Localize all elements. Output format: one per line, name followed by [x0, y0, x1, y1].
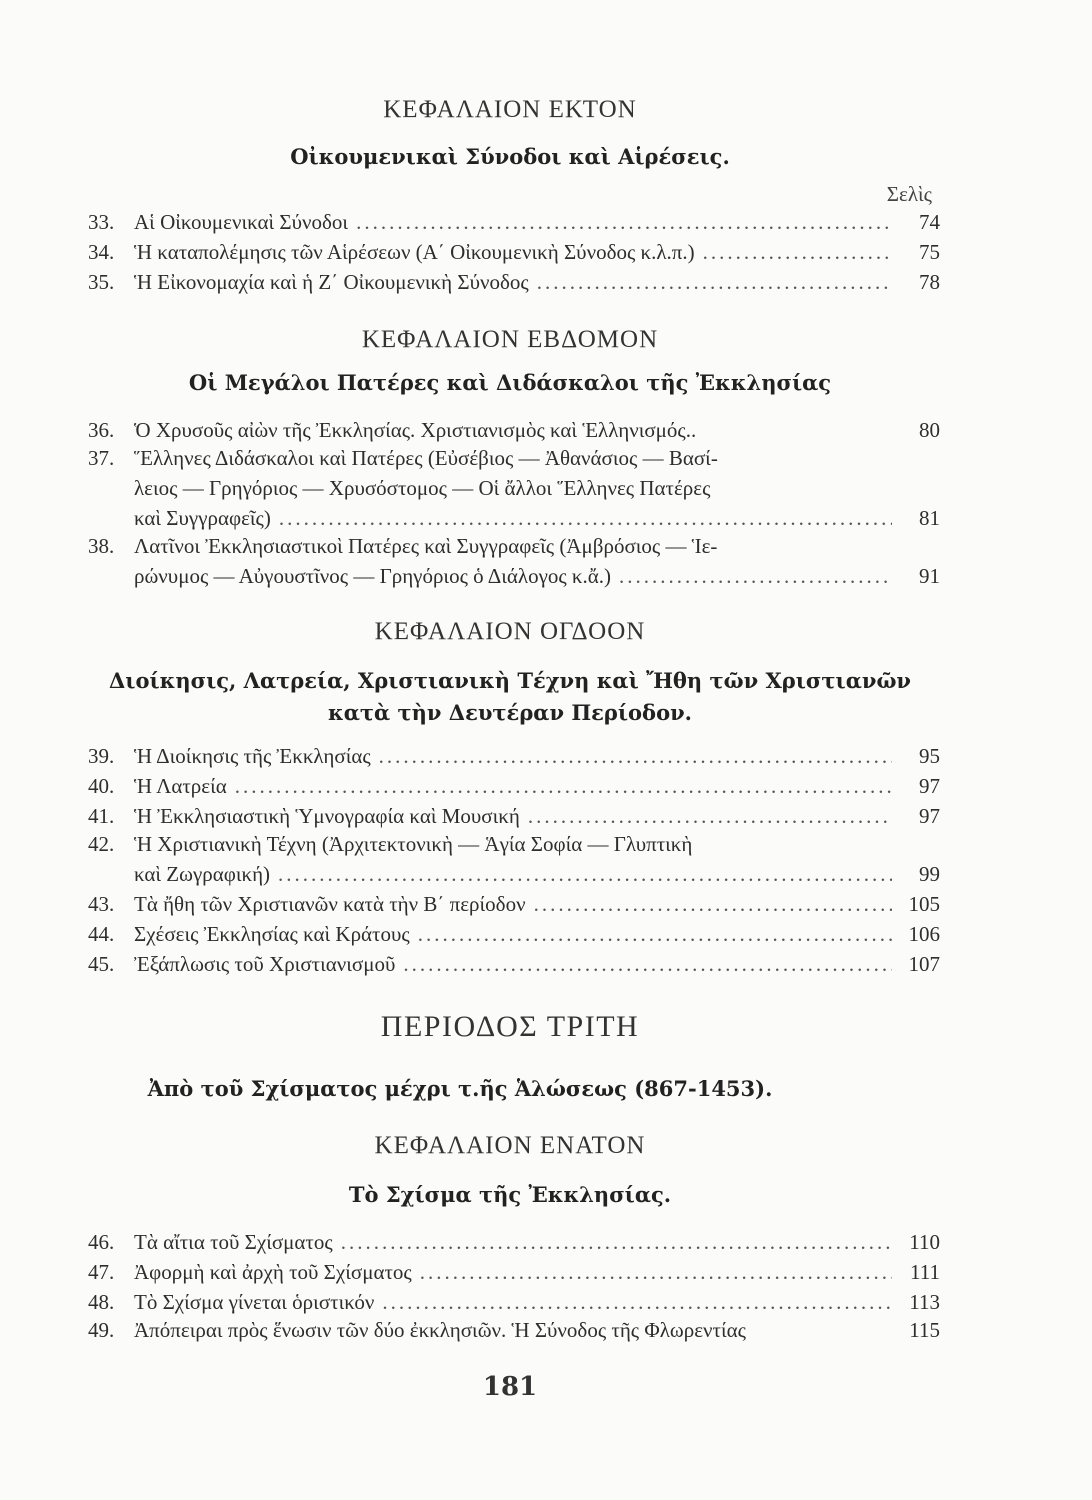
entry-page: 110: [909, 1230, 940, 1254]
entry-title: Ἡ Ἐκκλησιαστικὴ Ὑμνογραφία καὶ Μουσική: [134, 804, 520, 828]
period-subtitle: Ἀπὸ τοῦ Σχίσματος μέχρι τ.ῆς Ἁλώσεως (867-1453).: [147, 1076, 773, 1101]
toc-entry: [88, 418, 940, 448]
entry-page: 81: [919, 506, 940, 530]
entry-page: 107: [908, 952, 940, 976]
entry-number: 47.: [88, 1260, 115, 1284]
entry-title: Τὸ Σχίσμα γίνεται ὁριστικόν: [134, 1290, 375, 1314]
leader-dots: [382, 1290, 892, 1315]
entry-title-line: Λατῖνοι Ἐκκλησιαστικοὶ Πατέρες καὶ Συγγραφεῖς (Ἀμβρόσιος — Ἱε-: [134, 534, 718, 558]
entry-number: 42.: [88, 832, 115, 856]
toc-entry-continuation: [134, 506, 940, 536]
entry-page: 80: [919, 418, 940, 442]
entry-title: Ἀφορμὴ καὶ ἀρχὴ τοῦ Σχίσματος: [134, 1260, 412, 1284]
leader-dots: [379, 744, 892, 769]
entry-number: 45.: [88, 952, 115, 976]
entry-title: Τὰ αἴτια τοῦ Σχίσματος: [134, 1230, 333, 1254]
entry-title-line: ρώνυμος — Αὐγουστῖνος — Γρηγόριος ὁ Διάλογος κ.ἄ.): [134, 564, 612, 588]
leader-dots: [403, 952, 892, 977]
leader-dots: [279, 506, 892, 531]
entry-page: 111: [910, 1260, 940, 1284]
toc-entry: [88, 270, 940, 300]
page-column-label: Σελὶς: [886, 182, 932, 206]
entry-title: Ἡ Λατρεία: [134, 774, 227, 798]
entry-title: Ἡ Διοίκησις τῆς Ἐκκλησίας: [134, 744, 371, 768]
chapter-subtitle: Διοίκησις, Λατρεία, Χριστιανικὴ Τέχνη καὶ Ἤθη τῶν Χριστιανῶν: [108, 668, 912, 693]
entry-number: 36.: [88, 418, 115, 442]
chapter-subtitle: κατὰ τὴν Δευτέραν Περίοδον.: [328, 700, 692, 725]
entry-number: 40.: [88, 774, 115, 798]
chapter-heading: ΚΕΦΑΛΑΙΟΝ ΕΒΔΟΜΟΝ: [361, 326, 659, 353]
entry-page: 105: [908, 892, 940, 916]
entry-title-line: λειος — Γρηγόριος — Χρυσόστομος — Οἱ ἄλλοι Ἕλληνες Πατέρες: [134, 476, 711, 500]
entry-title: Ἀπόπειραι πρὸς ἕνωσιν τῶν δύο ἐκκλησιῶν. Ἡ Σύνοδος τῆς Φλωρεντίας: [134, 1318, 746, 1342]
leader-dots: [356, 210, 892, 235]
entry-number: 35.: [88, 270, 115, 294]
toc-entry: [88, 240, 940, 270]
entry-title: Ἡ καταπολέμησις τῶν Αἱρέσεων (Α΄ Οἰκουμενικὴ Σύνοδος κ.λ.π.): [134, 240, 695, 264]
leader-dots: [278, 862, 892, 887]
leader-dots: [528, 804, 892, 829]
period-heading: ΠΕΡΙΟΔΟΣ ΤΡΙΤΗ: [380, 1010, 640, 1043]
leader-dots: [619, 564, 892, 589]
leader-dots: [418, 922, 892, 947]
toc-entry: [88, 1318, 940, 1348]
toc-entry: [88, 210, 940, 240]
toc-entry: [88, 1260, 940, 1290]
toc-entry: [88, 922, 940, 952]
entry-page: 97: [919, 804, 940, 828]
entry-number: 44.: [88, 922, 115, 946]
entry-page: 78: [919, 270, 940, 294]
chapter-subtitle: Οἰκουμενικαὶ Σύνοδοι καὶ Αἱρέσεις.: [290, 144, 730, 169]
entry-number: 38.: [88, 534, 115, 558]
entry-title: Ἐξάπλωσις τοῦ Χριστιανισμοῦ: [134, 952, 396, 976]
leader-dots: [534, 892, 892, 917]
toc-entry: [88, 952, 940, 982]
leader-dots: [341, 1230, 892, 1255]
toc-entry: [88, 1230, 940, 1260]
entry-title: Αἱ Οἰκουμενικαὶ Σύνοδοι: [134, 210, 349, 234]
entry-title-line: καὶ Συγγραφεῖς): [134, 506, 271, 530]
chapter-heading: ΚΕΦΑΛΑΙΟΝ ΕΚΤΟΝ: [383, 96, 637, 123]
entry-number: 33.: [88, 210, 115, 234]
entry-title-line: Ἕλληνες Διδάσκαλοι καὶ Πατέρες (Εὐσέβιος — Ἀθανάσιος — Βασί-: [134, 446, 718, 470]
entry-page: 99: [919, 862, 940, 886]
chapter-heading: ΚΕΦΑΛΑΙΟΝ ΟΓΔΟΟΝ: [374, 618, 646, 645]
entry-number: 48.: [88, 1290, 115, 1314]
entry-number: 39.: [88, 744, 115, 768]
toc-entry: [88, 446, 940, 476]
entry-page: 91: [919, 564, 940, 588]
toc-entry: [88, 744, 940, 774]
entry-page: 97: [919, 774, 940, 798]
entry-number: 37.: [88, 446, 115, 470]
chapter-subtitle: Τὸ Σχίσμα τῆς Ἐκκλησίας.: [348, 1182, 672, 1207]
leader-dots: [537, 270, 892, 295]
entry-number: 34.: [88, 240, 115, 264]
entry-page: 115: [909, 1318, 940, 1342]
toc-entry: [88, 804, 940, 834]
toc-entry: [88, 774, 940, 804]
entry-title-line: Ἡ Χριστιανικὴ Τέχνη (Ἀρχιτεκτονικὴ — Ἁγία Σοφία — Γλυπτικὴ: [134, 832, 693, 856]
toc-entry-continuation: [134, 862, 940, 892]
entry-number: 49.: [88, 1318, 115, 1342]
leader-dots: [420, 1260, 892, 1285]
toc-entry-continuation: [134, 564, 940, 594]
entry-page: 106: [908, 922, 940, 946]
toc-entry: [88, 892, 940, 922]
entry-number: 43.: [88, 892, 115, 916]
entry-page: 113: [909, 1290, 940, 1314]
entry-title: Τὰ ἤθη τῶν Χριστιανῶν κατὰ τὴν Β΄ περίοδον: [134, 892, 526, 916]
leader-dots: [703, 240, 892, 265]
page-number: 181: [482, 1372, 538, 1402]
entry-page: 95: [919, 744, 940, 768]
entry-number: 41.: [88, 804, 115, 828]
entry-title: Ὁ Χρυσοῦς αἰὼν τῆς Ἐκκλησίας. Χριστιανισμὸς καὶ Ἑλληνισμός..: [134, 418, 697, 442]
entry-title: Σχέσεις Ἐκκλησίας καὶ Κράτους: [134, 922, 410, 946]
toc-entry: [88, 832, 940, 862]
toc-entry: [88, 534, 940, 564]
entry-number: 46.: [88, 1230, 115, 1254]
leader-dots: [235, 774, 892, 799]
chapter-subtitle: Οἱ Μεγάλοι Πατέρες καὶ Διδάσκαλοι τῆς Ἐκκλησίας: [188, 370, 832, 395]
entry-title: Ἡ Εἰκονομαχία καὶ ἡ Ζ΄ Οἰκουμενικὴ Σύνοδος: [134, 270, 529, 294]
toc-entry: [88, 1290, 940, 1320]
entry-title-line: καὶ Ζωγραφική): [134, 862, 271, 886]
entry-page: 75: [919, 240, 940, 264]
entry-page: 74: [919, 210, 940, 234]
chapter-heading: ΚΕΦΑΛΑΙΟΝ ΕΝΑΤΟΝ: [374, 1132, 646, 1159]
